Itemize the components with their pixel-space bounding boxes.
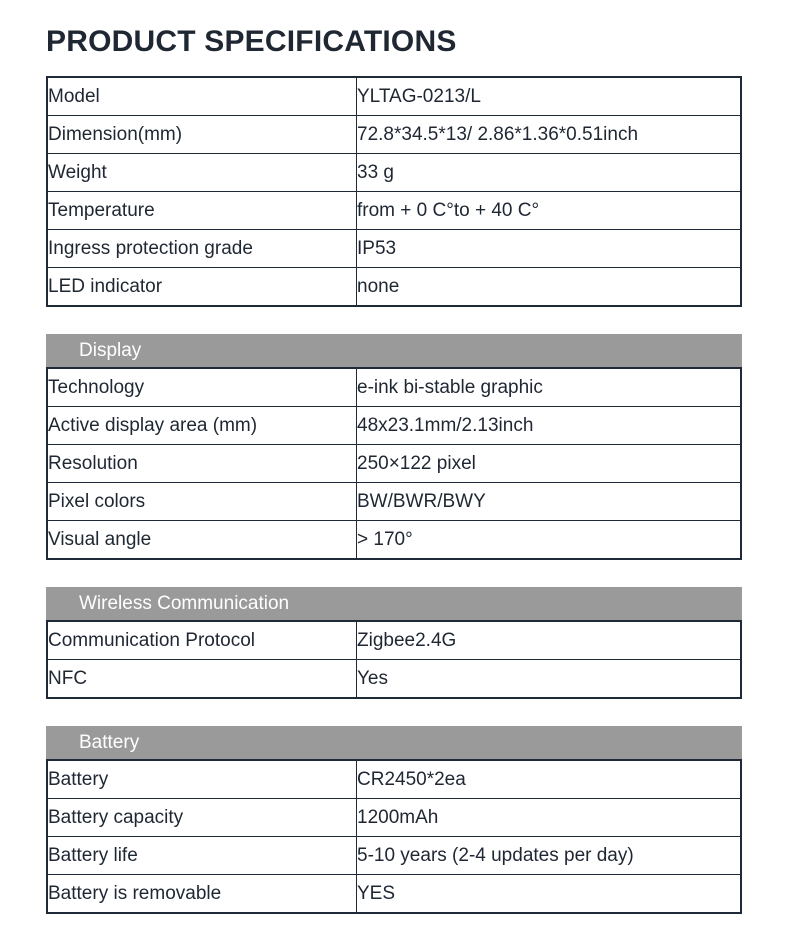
spec-table	[46, 76, 742, 307]
spec-label: Dimension(mm)	[47, 116, 357, 154]
spec-label: Visual angle	[47, 521, 357, 560]
spec-label: Model	[47, 77, 357, 116]
spec-value: 1200mAh	[357, 799, 742, 837]
spec-sections-container	[46, 76, 742, 914]
spec-value: from + 0 C°to + 40 C°	[357, 192, 742, 230]
spec-label: Weight	[47, 154, 357, 192]
spec-value: 33 g	[357, 154, 742, 192]
spec-label: Battery life	[47, 837, 357, 875]
spec-section-general	[46, 76, 742, 307]
table-row	[47, 407, 741, 445]
section-header-label: Wireless Communication	[79, 592, 290, 614]
spec-value: > 170°	[357, 521, 742, 560]
spec-label: LED indicator	[47, 268, 357, 307]
table-row	[47, 660, 741, 699]
table-row	[47, 621, 741, 660]
spec-value: 250×122 pixel	[357, 445, 742, 483]
spec-label: Communication Protocol	[47, 621, 357, 660]
table-row	[47, 837, 741, 875]
spec-label: NFC	[47, 660, 357, 699]
table-row	[47, 760, 741, 799]
section-header	[46, 587, 742, 620]
section-header-label: Battery	[79, 731, 140, 753]
spec-label: Temperature	[47, 192, 357, 230]
spec-value: YLTAG-0213/L	[357, 77, 742, 116]
table-row	[47, 268, 741, 307]
section-header	[46, 334, 742, 367]
spec-value: 48x23.1mm/2.13inch	[357, 407, 742, 445]
section-header	[46, 726, 742, 759]
table-row	[47, 521, 741, 560]
table-row	[47, 875, 741, 914]
section-header-label: Display	[79, 339, 142, 361]
spec-value: 5-10 years (2-4 updates per day)	[357, 837, 742, 875]
spec-value: Zigbee2.4G	[357, 621, 742, 660]
spec-value: CR2450*2ea	[357, 760, 742, 799]
spec-section-battery	[46, 726, 742, 914]
spec-value: IP53	[357, 230, 742, 268]
table-row	[47, 799, 741, 837]
spec-section-wireless-communication	[46, 587, 742, 699]
spec-label: Battery is removable	[47, 875, 357, 914]
spec-value: BW/BWR/BWY	[357, 483, 742, 521]
spec-label: Resolution	[47, 445, 357, 483]
table-row	[47, 77, 741, 116]
spec-value: none	[357, 268, 742, 307]
spec-label: Battery capacity	[47, 799, 357, 837]
page-title: PRODUCT SPECIFICATIONS	[46, 25, 457, 58]
spec-section-display	[46, 334, 742, 560]
spec-label: Battery	[47, 760, 357, 799]
spec-value: Yes	[357, 660, 742, 699]
spec-value: YES	[357, 875, 742, 914]
table-row	[47, 445, 741, 483]
table-row	[47, 368, 741, 407]
table-row	[47, 230, 741, 268]
spec-label: Ingress protection grade	[47, 230, 357, 268]
spec-table	[46, 759, 742, 914]
spec-value: e-ink bi-stable graphic	[357, 368, 742, 407]
spec-table	[46, 367, 742, 560]
table-row	[47, 192, 741, 230]
spec-label: Active display area (mm)	[47, 407, 357, 445]
table-row	[47, 154, 741, 192]
spec-table	[46, 620, 742, 699]
spec-label: Pixel colors	[47, 483, 357, 521]
table-row	[47, 116, 741, 154]
spec-value: 72.8*34.5*13/ 2.86*1.36*0.51inch	[357, 116, 742, 154]
spec-label: Technology	[47, 368, 357, 407]
table-row	[47, 483, 741, 521]
